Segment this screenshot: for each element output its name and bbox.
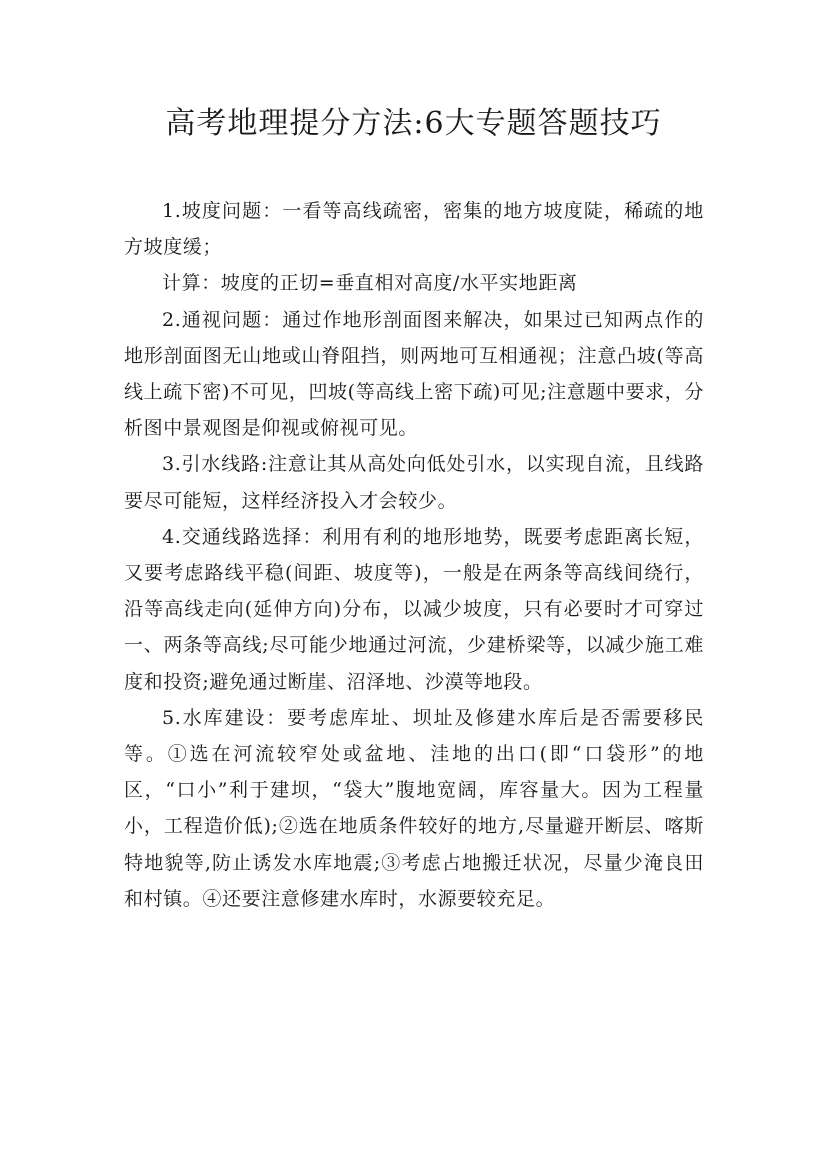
paragraph-traffic-route: 4.交通线路选择：利用有利的地形地势，既要考虑距离长短，又要考虑路线平稳(间距、坡度等)，一般是在两条等高线间绕行，沿等高线走向(延伸方向)分布，以减少坡度，只有必要时才可穿过一、两条等高线;尽可能少地通过河流，少建桥梁等，以减少施工难度和投资;避免通过断崖、沼泽地、沙漠等地段。	[124, 525, 704, 693]
paragraph-reservoir: 5.水库建设：要考虑库址、坝址及修建水库后是否需要移民等。①选在河流较窄处或盆地、洼地的出口(即“口袋形”的地区，“口小”利于建坝，“袋大”腹地宽阔，库容量大。因为工程量小，工程造价低);②选在地质条件较好的地方,尽量避开断层、喀斯特地貌等,防止诱发水库地震;③考虑占地搬迁状况，尽量少淹良田和村镇。④还要注意修建水库时，水源要较充足。	[124, 706, 704, 910]
paragraph-slope-calculation: 计算：坡度的正切=垂直相对高度/水平实地距离	[162, 272, 578, 295]
document-body	[124, 193, 704, 917]
document-title: 高考地理提分方法:6大专题答题技巧	[165, 106, 662, 141]
paragraph-slope: 1.坡度问题：一看等高线疏密，密集的地方坡度陡，稀疏的地方坡度缓；	[124, 200, 704, 259]
paragraph-visibility: 2.通视问题：通过作地形剖面图来解决，如果过已知两点作的地形剖面图无山地或山脊阻挡，则两地可互相通视；注意凸坡(等高线上疏下密)不可见，凹坡(等高线上密下疏)可见;注意题中要求，分析图中景观图是仰视或俯视可见。	[124, 308, 704, 440]
paragraph-water-diversion: 3.引水线路:注意让其从高处向低处引水，以实现自流，且线路要尽可能短，这样经济投入才会较少。	[124, 453, 704, 512]
